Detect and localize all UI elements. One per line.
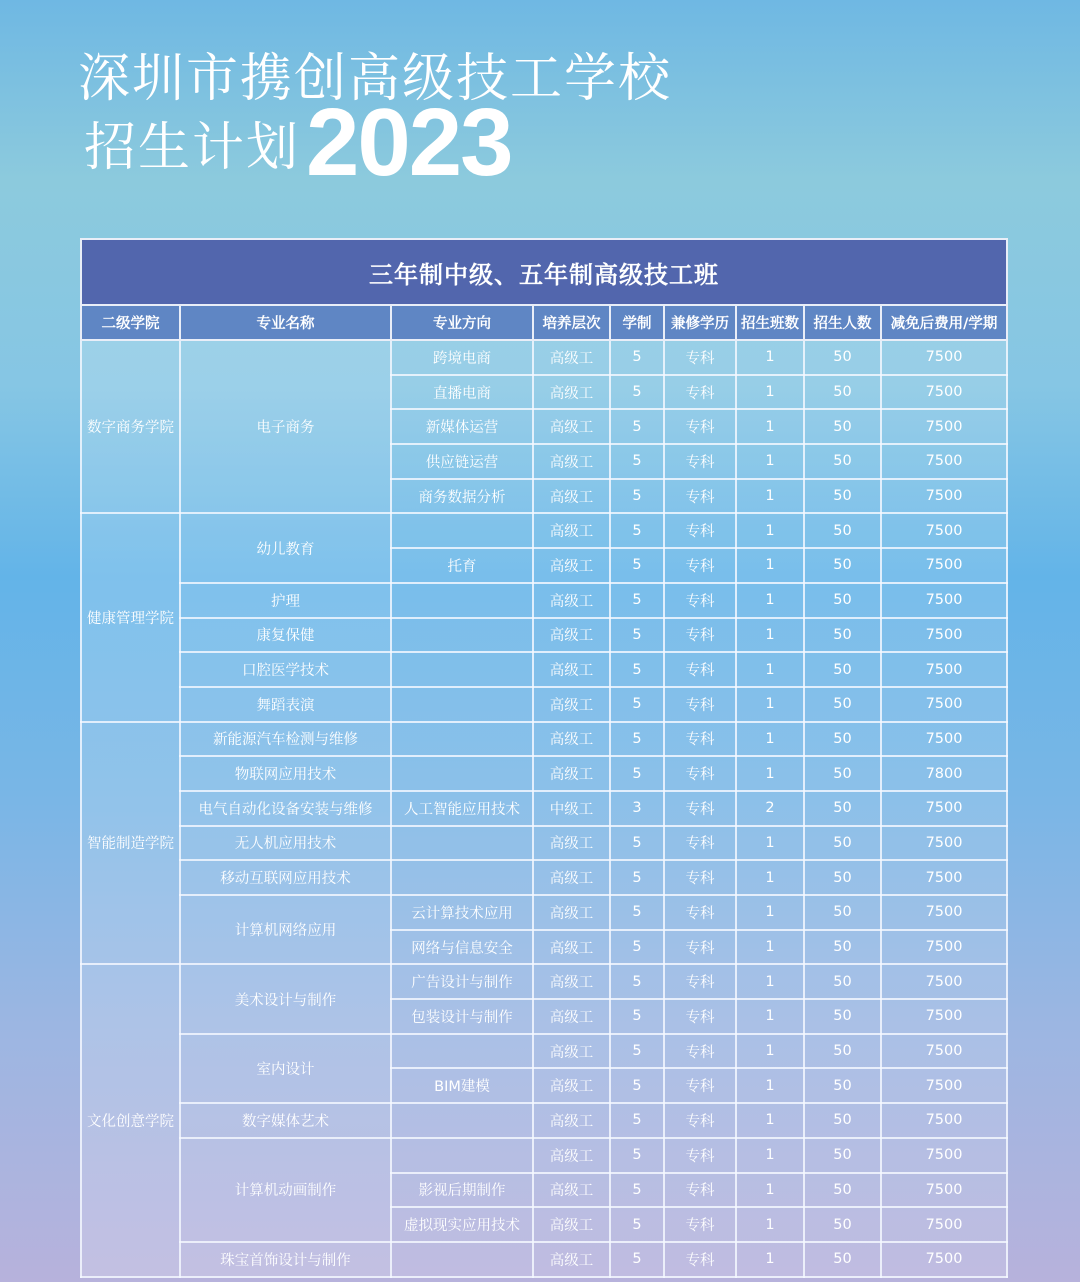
- table-row: [81, 1138, 1007, 1173]
- direction-cell: [391, 1138, 533, 1173]
- degree-cell: 专科: [664, 964, 736, 999]
- table-row: [81, 1103, 1007, 1138]
- fee-cell: 7500: [881, 1103, 1007, 1138]
- column-header: 学制: [610, 305, 664, 340]
- table-row: [81, 1034, 1007, 1069]
- direction-cell: BIM建模: [391, 1068, 533, 1103]
- column-header: 专业方向: [391, 305, 533, 340]
- class-count-cell: 1: [736, 513, 804, 548]
- level-cell: 高级工: [533, 860, 610, 895]
- enrollment-cell: 50: [804, 687, 881, 722]
- level-cell: 高级工: [533, 652, 610, 687]
- duration-cell: 5: [610, 964, 664, 999]
- fee-cell: 7500: [881, 999, 1007, 1034]
- duration-cell: 5: [610, 513, 664, 548]
- duration-cell: 5: [610, 756, 664, 791]
- class-count-cell: 1: [736, 1173, 804, 1208]
- fee-cell: 7500: [881, 860, 1007, 895]
- major-cell: 无人机应用技术: [180, 826, 391, 861]
- class-count-cell: 1: [736, 687, 804, 722]
- fee-cell: 7500: [881, 409, 1007, 444]
- level-cell: 高级工: [533, 479, 610, 514]
- enrollment-cell: 50: [804, 1068, 881, 1103]
- enrollment-cell: 50: [804, 444, 881, 479]
- degree-cell: 专科: [664, 1173, 736, 1208]
- major-cell: 幼儿教育: [180, 513, 391, 582]
- duration-cell: 5: [610, 722, 664, 757]
- level-cell: 高级工: [533, 1242, 610, 1277]
- direction-cell: [391, 652, 533, 687]
- enrollment-cell: 50: [804, 1138, 881, 1173]
- duration-cell: 5: [610, 1242, 664, 1277]
- fee-cell: 7500: [881, 375, 1007, 410]
- level-cell: 高级工: [533, 999, 610, 1034]
- level-cell: 高级工: [533, 1207, 610, 1242]
- level-cell: 高级工: [533, 513, 610, 548]
- class-count-cell: 1: [736, 618, 804, 653]
- table-row: [81, 756, 1007, 791]
- direction-cell: 虚拟现实应用技术: [391, 1207, 533, 1242]
- enrollment-cell: 50: [804, 340, 881, 375]
- enrollment-cell: 50: [804, 756, 881, 791]
- level-cell: 高级工: [533, 548, 610, 583]
- direction-cell: [391, 513, 533, 548]
- direction-cell: 直播电商: [391, 375, 533, 410]
- plan-title: 招生计划: [84, 118, 301, 178]
- degree-cell: 专科: [664, 444, 736, 479]
- class-count-cell: 1: [736, 1138, 804, 1173]
- major-cell: 美术设计与制作: [180, 964, 391, 1033]
- plan-year: 2023: [306, 89, 512, 196]
- enrollment-cell: 50: [804, 1034, 881, 1069]
- class-count-cell: 1: [736, 409, 804, 444]
- degree-cell: 专科: [664, 375, 736, 410]
- class-count-cell: 1: [736, 860, 804, 895]
- degree-cell: 专科: [664, 895, 736, 930]
- table-row: [81, 513, 1007, 548]
- level-cell: 中级工: [533, 791, 610, 826]
- class-count-cell: 1: [736, 1103, 804, 1138]
- level-cell: 高级工: [533, 826, 610, 861]
- enrollment-cell: 50: [804, 652, 881, 687]
- fee-cell: 7500: [881, 722, 1007, 757]
- level-cell: 高级工: [533, 930, 610, 965]
- class-count-cell: 2: [736, 791, 804, 826]
- class-count-cell: 1: [736, 548, 804, 583]
- level-cell: 高级工: [533, 687, 610, 722]
- degree-cell: 专科: [664, 860, 736, 895]
- column-header: 兼修学历: [664, 305, 736, 340]
- major-cell: 舞蹈表演: [180, 687, 391, 722]
- enrollment-cell: 50: [804, 860, 881, 895]
- direction-cell: 包装设计与制作: [391, 999, 533, 1034]
- degree-cell: 专科: [664, 722, 736, 757]
- school-title: 深圳市携创高级技工学校: [78, 49, 673, 109]
- class-count-cell: 1: [736, 583, 804, 618]
- major-cell: 护理: [180, 583, 391, 618]
- table-row: [81, 860, 1007, 895]
- fee-cell: 7500: [881, 687, 1007, 722]
- degree-cell: 专科: [664, 1207, 736, 1242]
- enrollment-cell: 50: [804, 548, 881, 583]
- direction-cell: 网络与信息安全: [391, 930, 533, 965]
- class-count-cell: 1: [736, 1068, 804, 1103]
- column-header: 减免后费用/学期: [881, 305, 1007, 340]
- major-cell: 数字媒体艺术: [180, 1103, 391, 1138]
- duration-cell: 5: [610, 583, 664, 618]
- level-cell: 高级工: [533, 1068, 610, 1103]
- fee-cell: 7500: [881, 479, 1007, 514]
- duration-cell: 5: [610, 1068, 664, 1103]
- class-count-cell: 1: [736, 1242, 804, 1277]
- level-cell: 高级工: [533, 583, 610, 618]
- fee-cell: 7500: [881, 548, 1007, 583]
- duration-cell: 5: [610, 479, 664, 514]
- table-row: [81, 964, 1007, 999]
- direction-cell: 云计算技术应用: [391, 895, 533, 930]
- table-row: [81, 722, 1007, 757]
- class-count-cell: 1: [736, 1207, 804, 1242]
- enrollment-cell: 50: [804, 964, 881, 999]
- degree-cell: 专科: [664, 1242, 736, 1277]
- class-count-cell: 1: [736, 826, 804, 861]
- fee-cell: 7500: [881, 1207, 1007, 1242]
- class-count-cell: 1: [736, 340, 804, 375]
- enrollment-cell: 50: [804, 1103, 881, 1138]
- table-row: [81, 583, 1007, 618]
- class-count-cell: 1: [736, 999, 804, 1034]
- fee-cell: 7500: [881, 1068, 1007, 1103]
- direction-cell: 商务数据分析: [391, 479, 533, 514]
- level-cell: 高级工: [533, 964, 610, 999]
- fee-cell: 7500: [881, 826, 1007, 861]
- fee-cell: 7500: [881, 583, 1007, 618]
- duration-cell: 5: [610, 375, 664, 410]
- degree-cell: 专科: [664, 930, 736, 965]
- fee-cell: 7500: [881, 340, 1007, 375]
- direction-cell: [391, 687, 533, 722]
- direction-cell: [391, 826, 533, 861]
- enrollment-cell: 50: [804, 409, 881, 444]
- level-cell: 高级工: [533, 340, 610, 375]
- enrollment-table: [80, 238, 1008, 1278]
- degree-cell: 专科: [664, 1103, 736, 1138]
- table-row: [81, 618, 1007, 653]
- degree-cell: 专科: [664, 618, 736, 653]
- class-count-cell: 1: [736, 1034, 804, 1069]
- level-cell: 高级工: [533, 1034, 610, 1069]
- class-count-cell: 1: [736, 895, 804, 930]
- direction-cell: 供应链运营: [391, 444, 533, 479]
- duration-cell: 5: [610, 1173, 664, 1208]
- fee-cell: 7500: [881, 513, 1007, 548]
- class-count-cell: 1: [736, 444, 804, 479]
- duration-cell: 5: [610, 548, 664, 583]
- duration-cell: 5: [610, 895, 664, 930]
- degree-cell: 专科: [664, 791, 736, 826]
- degree-cell: 专科: [664, 340, 736, 375]
- degree-cell: 专科: [664, 652, 736, 687]
- direction-cell: 跨境电商: [391, 340, 533, 375]
- header-row: [81, 305, 1007, 340]
- enrollment-cell: 50: [804, 791, 881, 826]
- major-cell: 口腔医学技术: [180, 652, 391, 687]
- level-cell: 高级工: [533, 722, 610, 757]
- degree-cell: 专科: [664, 583, 736, 618]
- fee-cell: 7500: [881, 652, 1007, 687]
- major-cell: 珠宝首饰设计与制作: [180, 1242, 391, 1277]
- class-count-cell: 1: [736, 930, 804, 965]
- major-cell: 计算机动画制作: [180, 1138, 391, 1242]
- major-cell: 室内设计: [180, 1034, 391, 1103]
- level-cell: 高级工: [533, 1173, 610, 1208]
- duration-cell: 5: [610, 1103, 664, 1138]
- direction-cell: [391, 722, 533, 757]
- degree-cell: 专科: [664, 409, 736, 444]
- fee-cell: 7800: [881, 756, 1007, 791]
- duration-cell: 5: [610, 340, 664, 375]
- column-header: 培养层次: [533, 305, 610, 340]
- level-cell: 高级工: [533, 618, 610, 653]
- direction-cell: 托育: [391, 548, 533, 583]
- table-row: [81, 652, 1007, 687]
- degree-cell: 专科: [664, 826, 736, 861]
- table-body: [81, 340, 1007, 1277]
- direction-cell: 新媒体运营: [391, 409, 533, 444]
- fee-cell: 7500: [881, 930, 1007, 965]
- duration-cell: 5: [610, 618, 664, 653]
- major-cell: 电气自动化设备安装与维修: [180, 791, 391, 826]
- duration-cell: 5: [610, 930, 664, 965]
- degree-cell: 专科: [664, 687, 736, 722]
- fee-cell: 7500: [881, 1034, 1007, 1069]
- direction-cell: 影视后期制作: [391, 1173, 533, 1208]
- column-header: 招生班数: [736, 305, 804, 340]
- duration-cell: 5: [610, 687, 664, 722]
- enrollment-cell: 50: [804, 1242, 881, 1277]
- fee-cell: 7500: [881, 1138, 1007, 1173]
- duration-cell: 5: [610, 409, 664, 444]
- major-cell: 移动互联网应用技术: [180, 860, 391, 895]
- degree-cell: 专科: [664, 548, 736, 583]
- duration-cell: 5: [610, 860, 664, 895]
- column-header: 招生人数: [804, 305, 881, 340]
- degree-cell: 专科: [664, 999, 736, 1034]
- enrollment-cell: 50: [804, 722, 881, 757]
- fee-cell: 7500: [881, 964, 1007, 999]
- table-row: [81, 340, 1007, 375]
- degree-cell: 专科: [664, 756, 736, 791]
- class-count-cell: 1: [736, 756, 804, 791]
- fee-cell: 7500: [881, 1173, 1007, 1208]
- duration-cell: 5: [610, 826, 664, 861]
- degree-cell: 专科: [664, 1068, 736, 1103]
- direction-cell: 人工智能应用技术: [391, 791, 533, 826]
- college-cell: 文化创意学院: [81, 964, 180, 1276]
- college-cell: 数字商务学院: [81, 340, 180, 513]
- duration-cell: 5: [610, 1034, 664, 1069]
- enrollment-cell: 50: [804, 930, 881, 965]
- class-count-cell: 1: [736, 652, 804, 687]
- degree-cell: 专科: [664, 1034, 736, 1069]
- major-cell: 电子商务: [180, 340, 391, 513]
- duration-cell: 3: [610, 791, 664, 826]
- enrollment-cell: 50: [804, 1173, 881, 1208]
- duration-cell: 5: [610, 652, 664, 687]
- direction-cell: [391, 618, 533, 653]
- direction-cell: [391, 756, 533, 791]
- level-cell: 高级工: [533, 1138, 610, 1173]
- direction-cell: 广告设计与制作: [391, 964, 533, 999]
- degree-cell: 专科: [664, 513, 736, 548]
- major-cell: 康复保健: [180, 618, 391, 653]
- table-row: [81, 895, 1007, 930]
- direction-cell: [391, 583, 533, 618]
- class-count-cell: 1: [736, 375, 804, 410]
- enrollment-table-container: [80, 238, 1006, 1278]
- enrollment-cell: 50: [804, 1207, 881, 1242]
- column-header: 二级学院: [81, 305, 180, 340]
- level-cell: 高级工: [533, 375, 610, 410]
- enrollment-cell: 50: [804, 826, 881, 861]
- enrollment-cell: 50: [804, 479, 881, 514]
- level-cell: 高级工: [533, 444, 610, 479]
- class-count-cell: 1: [736, 479, 804, 514]
- fee-cell: 7500: [881, 618, 1007, 653]
- level-cell: 高级工: [533, 756, 610, 791]
- enrollment-cell: 50: [804, 999, 881, 1034]
- table-banner: 三年制中级、五年制高级技工班: [81, 239, 1007, 305]
- direction-cell: [391, 1103, 533, 1138]
- direction-cell: [391, 860, 533, 895]
- table-row: [81, 1242, 1007, 1277]
- enrollment-cell: 50: [804, 583, 881, 618]
- level-cell: 高级工: [533, 409, 610, 444]
- column-header: 专业名称: [180, 305, 391, 340]
- degree-cell: 专科: [664, 479, 736, 514]
- level-cell: 高级工: [533, 895, 610, 930]
- enrollment-cell: 50: [804, 513, 881, 548]
- enrollment-cell: 50: [804, 618, 881, 653]
- duration-cell: 5: [610, 444, 664, 479]
- major-cell: 新能源汽车检测与维修: [180, 722, 391, 757]
- major-cell: 物联网应用技术: [180, 756, 391, 791]
- college-cell: 智能制造学院: [81, 722, 180, 965]
- enrollment-cell: 50: [804, 375, 881, 410]
- fee-cell: 7500: [881, 791, 1007, 826]
- class-count-cell: 1: [736, 964, 804, 999]
- duration-cell: 5: [610, 1138, 664, 1173]
- fee-cell: 7500: [881, 895, 1007, 930]
- class-count-cell: 1: [736, 722, 804, 757]
- degree-cell: 专科: [664, 1138, 736, 1173]
- duration-cell: 5: [610, 999, 664, 1034]
- fee-cell: 7500: [881, 444, 1007, 479]
- enrollment-cell: 50: [804, 895, 881, 930]
- table-row: [81, 826, 1007, 861]
- major-cell: 计算机网络应用: [180, 895, 391, 964]
- direction-cell: [391, 1034, 533, 1069]
- table-row: [81, 791, 1007, 826]
- college-cell: 健康管理学院: [81, 513, 180, 721]
- fee-cell: 7500: [881, 1242, 1007, 1277]
- duration-cell: 5: [610, 1207, 664, 1242]
- direction-cell: [391, 1242, 533, 1277]
- table-row: [81, 687, 1007, 722]
- level-cell: 高级工: [533, 1103, 610, 1138]
